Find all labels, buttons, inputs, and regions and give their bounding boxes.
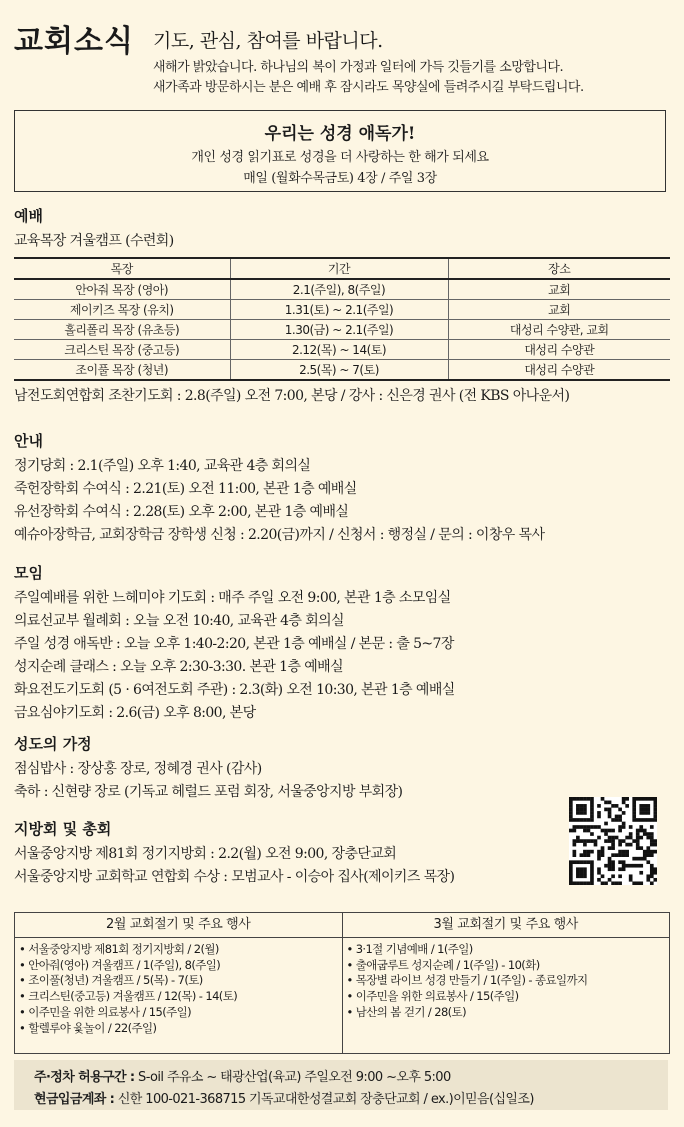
section-heading: 성도의 가정 xyxy=(14,735,92,753)
table-cell: 2.1(주일), 8(주일) xyxy=(230,279,448,300)
meeting-item: 화요전도기도회 (5 · 6여전도회 주관) : 2.3(화) 오전 10:30, 본관 1층 예배실 xyxy=(14,682,455,698)
camp-table xyxy=(14,257,670,381)
section-heading: 모임 xyxy=(14,564,43,582)
table-cell: 조이풀 목장 (청년) xyxy=(14,360,230,381)
list-item: • 남산의 봄 걷기 / 28(토) xyxy=(347,1005,670,1021)
table-row xyxy=(14,320,670,340)
table-row xyxy=(14,279,670,300)
events-feb-list xyxy=(15,942,342,1036)
events-mar-title: 3월 교회절기 및 주요 행사 xyxy=(343,913,670,938)
section-heading: 안내 xyxy=(14,432,43,450)
table-row xyxy=(14,340,670,360)
list-item: • 조이풀(청년) 겨울캠프 / 5(목) - 7(토) xyxy=(19,973,342,989)
meeting-item: 성지순례 클래스 : 오늘 오후 2:30-3:30. 본관 1층 예배실 xyxy=(14,659,343,675)
events-mar-list xyxy=(343,942,670,1021)
table-cell: 대성리 수양관 xyxy=(448,360,670,381)
table-cell: 크리스틴 목장 (중고등) xyxy=(14,340,230,360)
account-text: 신한 100-021-368715 기독교대한성결교회 장충단교회 / ex.)이믿음(십일조) xyxy=(117,1092,534,1107)
notice-item: 예슈아장학금, 교회장학금 장학생 신청 : 2.20(금)까지 / 신청서 : 행정실 / 문의 : 이창우 목사 xyxy=(14,527,545,543)
list-item: • 서울중앙지방 제81회 정기지방회 / 2(월) xyxy=(19,942,342,958)
table-cell: 대성리 수양관, 교회 xyxy=(448,320,670,340)
intro-text xyxy=(153,58,678,98)
list-item: • 이주민을 위한 의료봉사 / 15(주일) xyxy=(347,989,670,1005)
table-cell: 1.30(금) ~ 2.1(주일) xyxy=(230,320,448,340)
list-item: • 목장별 라이브 성경 만들기 / 1(주일) - 종료일까지 xyxy=(347,973,670,989)
family-item: 점심밥사 : 장상홍 장로, 정혜경 권사 (감사) xyxy=(14,761,262,777)
table-cell: 제이키즈 목장 (유치) xyxy=(14,300,230,320)
table-cell: 2.5(목) ~ 7(토) xyxy=(230,360,448,381)
table-row xyxy=(14,300,670,320)
table-cell: 교회 xyxy=(448,279,670,300)
meeting-item: 주일 성경 애독반 : 오늘 오후 1:40-2:20, 본관 1층 예배실 / 본문 : 출 5~7장 xyxy=(14,636,454,652)
meeting-item: 주일예배를 위한 느헤미야 기도회 : 매주 주일 오전 9:00, 본관 1층 소모임실 xyxy=(14,590,451,606)
notice-item: 유선장학회 수여식 : 2.28(토) 오후 2:00, 본관 1층 예배실 xyxy=(14,504,349,520)
page-subtitle: 기도, 관심, 참여를 바랍니다. xyxy=(153,30,383,52)
events-feb xyxy=(15,913,342,1053)
column-header: 목장 xyxy=(14,258,230,279)
family-item: 축하 : 신현량 장로 (기독교 헤럴드 포럼 회장, 서울중앙지방 부회장) xyxy=(14,784,403,800)
page-title: 교회소식 xyxy=(14,24,134,59)
notice-item: 죽헌장학회 수여식 : 2.21(토) 오전 11:00, 본관 1층 예배실 xyxy=(14,481,357,497)
notice-item: 정기당회 : 2.1(주일) 오후 1:40, 교육관 4층 회의실 xyxy=(14,458,311,474)
district-item: 서울중앙지방 제81회 정기지방회 : 2.2(월) 오전 9:00, 장충단교회 xyxy=(14,846,397,862)
section-worship xyxy=(14,205,674,408)
meeting-item: 의료선교부 월례회 : 오늘 오전 10:40, 교육관 4층 회의실 xyxy=(14,613,344,629)
parking-text: S-oil 주유소 ~ 태광산업(육교) 주일오전 9:00 ~오후 5:00 xyxy=(138,1070,451,1085)
events-mar xyxy=(342,913,670,1053)
header xyxy=(14,14,674,60)
section-meetings xyxy=(14,562,674,725)
column-header: 장소 xyxy=(448,258,670,279)
section-notice xyxy=(14,430,674,547)
account-label: 현금입금계좌 : xyxy=(34,1092,115,1107)
table-cell: 2.12(목) ~ 14(토) xyxy=(230,340,448,360)
section-heading: 예배 xyxy=(14,207,43,225)
list-item: • 출애굽루트 성지순례 / 1(주일) - 10(화) xyxy=(347,958,670,974)
bible-box-line: 매일 (월화수목금토) 4장 / 주일 3장 xyxy=(243,171,437,186)
events-feb-title: 2월 교회절기 및 주요 행사 xyxy=(15,913,342,938)
table-cell: 교회 xyxy=(448,300,670,320)
section-heading: 지방회 및 총회 xyxy=(14,820,112,838)
intro-line: 새가족과 방문하시는 분은 예배 후 잠시라도 목양실에 들려주시길 부탁드립니다. xyxy=(153,80,584,95)
list-item: • 이주민을 위한 의료봉사 / 15(주일) xyxy=(19,1005,342,1021)
bible-reading-box xyxy=(14,110,666,192)
table-cell: 대성리 수양관 xyxy=(448,340,670,360)
worship-note: 남전도회연합회 조찬기도회 : 2.8(주일) 오전 7:00, 본당 / 강사 : 신은경 권사 (전 KBS 아나운서) xyxy=(14,388,570,404)
table-header-row xyxy=(14,258,670,279)
bible-box-title: 우리는 성경 애독가! xyxy=(264,124,416,144)
qr-code[interactable] xyxy=(569,797,657,885)
bible-box-line: 개인 성경 읽기표로 성경을 더 사랑하는 한 해가 되세요 xyxy=(191,150,489,165)
section-district xyxy=(14,818,554,889)
intro-line: 새해가 밝았습니다. 하나님의 복이 가정과 일터에 가득 깃들기를 소망합니다. xyxy=(153,60,564,75)
district-item: 서울중앙지방 교회학교 연합회 수상 : 모범교사 - 이승아 집사(제이키즈 목장) xyxy=(14,869,455,885)
column-header: 기간 xyxy=(230,258,448,279)
meeting-item: 금요심야기도회 : 2.6(금) 오후 8:00, 본당 xyxy=(14,705,256,721)
list-item: • 안아줘(영아) 겨울캠프 / 1(주일), 8(주일) xyxy=(19,958,342,974)
table-cell: 안아줘 목장 (영아) xyxy=(14,279,230,300)
account-info xyxy=(34,1088,534,1107)
parking-label: 주·정차 허용구간 : xyxy=(34,1070,135,1085)
events-box xyxy=(14,912,670,1054)
camp-title: 교육목장 겨울캠프 (수련회) xyxy=(14,233,174,249)
section-family xyxy=(14,733,674,804)
table-cell: 홀리폴리 목장 (유초등) xyxy=(14,320,230,340)
list-item: • 할렐루야 윷놀이 / 22(주일) xyxy=(19,1021,342,1037)
list-item: • 3·1절 기념예배 / 1(주일) xyxy=(347,942,670,958)
list-item: • 크리스틴(중고등) 겨울캠프 / 12(목) - 14(토) xyxy=(19,989,342,1005)
table-cell: 1.31(토) ~ 2.1(주일) xyxy=(230,300,448,320)
table-row xyxy=(14,360,670,381)
parking-info xyxy=(34,1066,451,1085)
footer-info xyxy=(14,1060,668,1110)
